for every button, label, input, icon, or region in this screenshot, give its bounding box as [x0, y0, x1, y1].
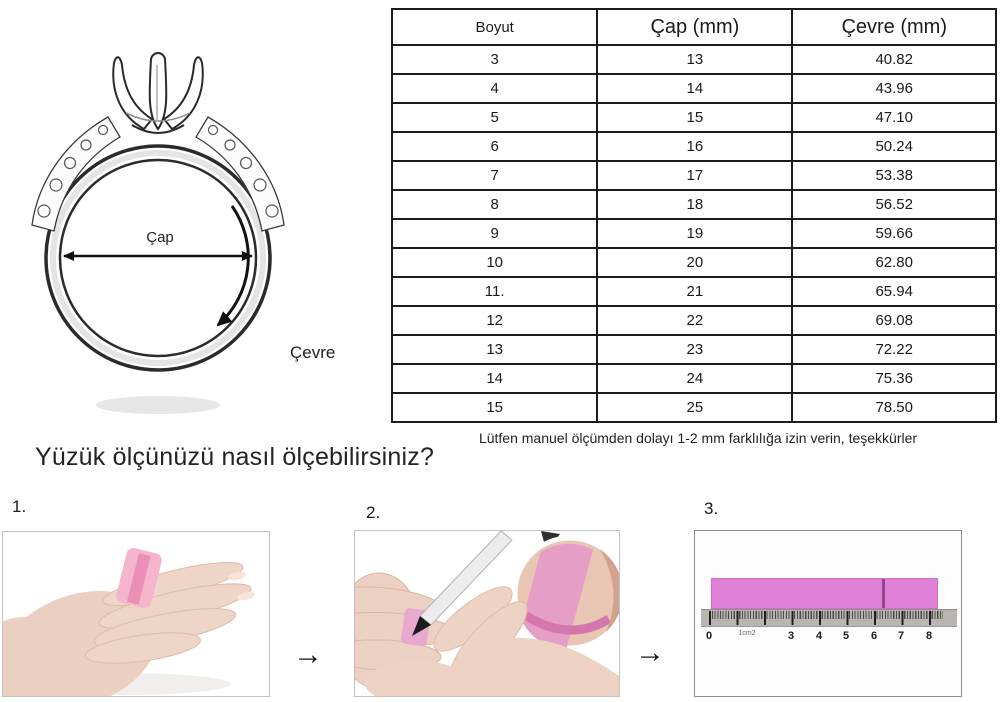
size-table-cell: 14 — [392, 364, 597, 393]
diameter-label: Çap — [146, 229, 174, 246]
size-table-cell: 22 — [597, 306, 792, 335]
size-table-cell: 10 — [392, 248, 597, 277]
size-table-cell: 11. — [392, 277, 597, 306]
size-table-cell: 69.08 — [792, 306, 996, 335]
ruler-label: 0 — [705, 630, 713, 642]
size-table-cell: 24 — [597, 364, 792, 393]
size-table-cell: 43.96 — [792, 74, 996, 103]
size-table-cell: 7 — [392, 161, 597, 190]
size-table-cell: 20 — [597, 248, 792, 277]
size-table-cell: 15 — [597, 103, 792, 132]
size-table-cell: 15 — [392, 393, 597, 422]
ring-reflection — [96, 396, 220, 414]
ruler-label: 5 — [842, 630, 850, 642]
ruler-label: 4 — [815, 630, 823, 642]
step-1-number: 1. — [12, 497, 27, 516]
size-table-body — [392, 45, 996, 422]
size-table-cell: 50.24 — [792, 132, 996, 161]
size-table-cell: 13 — [392, 335, 597, 364]
size-table-cell: 59.66 — [792, 219, 996, 248]
step-arrow-icon: → — [293, 638, 323, 671]
size-table-header-row — [392, 9, 996, 45]
size-table-row — [392, 306, 996, 335]
pink-measure-strip — [711, 578, 938, 609]
size-table-row — [392, 190, 996, 219]
step-1-photo-hand-with-tape — [2, 531, 270, 697]
size-table-cell: 3 — [392, 45, 597, 74]
size-table-cell: 12 — [392, 306, 597, 335]
size-table-cell: 23 — [597, 335, 792, 364]
size-table-column-header: Boyut — [392, 9, 597, 45]
size-table-cell: 72.22 — [792, 335, 996, 364]
step-3-number: 3. — [704, 499, 719, 518]
size-table-cell: 40.82 — [792, 45, 996, 74]
marking-tape-illustration — [355, 531, 620, 697]
size-table-cell: 21 — [597, 277, 792, 306]
step-2-number: 2. — [366, 503, 381, 522]
size-table-cell: 4 — [392, 74, 597, 103]
size-table-row — [392, 132, 996, 161]
step-arrow-icon: → — [635, 636, 665, 669]
size-table-row — [392, 74, 996, 103]
size-table-row — [392, 161, 996, 190]
size-table-cell: 9 — [392, 219, 597, 248]
size-table-row — [392, 103, 996, 132]
size-table-row — [392, 364, 996, 393]
size-table-cell: 25 — [597, 393, 792, 422]
ruler-label: 1cm2 — [738, 630, 756, 637]
hand-with-tape-illustration — [3, 532, 270, 697]
size-table-cell: 8 — [392, 190, 597, 219]
ring-illustration — [10, 25, 360, 423]
size-table-row — [392, 219, 996, 248]
size-table-cell: 16 — [597, 132, 792, 161]
step-2-photo-marking-tape — [354, 530, 620, 697]
size-table-row — [392, 393, 996, 422]
size-table-cell: 65.94 — [792, 277, 996, 306]
size-table-cell: 18 — [597, 190, 792, 219]
size-table-cell: 6 — [392, 132, 597, 161]
ring-prong-head — [113, 53, 203, 133]
size-table-cell: 56.52 — [792, 190, 996, 219]
size-table-row — [392, 277, 996, 306]
step-3-photo-ruler — [694, 530, 962, 697]
size-table-column-header: Çap (mm) — [597, 9, 792, 45]
closeup-inset — [515, 531, 620, 656]
size-table-cell: 75.36 — [792, 364, 996, 393]
size-table-row — [392, 248, 996, 277]
size-table-cell: 5 — [392, 103, 597, 132]
ruler-label: 3 — [787, 630, 795, 642]
ruler — [701, 609, 957, 627]
size-table-cell: 14 — [597, 74, 792, 103]
circumference-label: Çevre — [290, 343, 336, 362]
pen-mark-on-strip — [882, 579, 885, 608]
ruler-label: 8 — [925, 630, 933, 642]
size-table-cell: 78.50 — [792, 393, 996, 422]
size-table-head — [392, 9, 996, 45]
size-table-cell: 62.80 — [792, 248, 996, 277]
size-table-cell: 47.10 — [792, 103, 996, 132]
how-to-heading: Yüzük ölçünüzü nasıl ölçebilirsiniz? — [35, 443, 435, 471]
ruler-major-ticks — [709, 611, 945, 625]
measurement-tolerance-note: Lütfen manuel ölçümden dolayı 1-2 mm farklılığa izin verin, teşekkürler — [478, 430, 918, 446]
ruler-label: 7 — [897, 630, 905, 642]
size-table-cell: 13 — [597, 45, 792, 74]
size-table-row — [392, 45, 996, 74]
size-table-cell: 53.38 — [792, 161, 996, 190]
size-table — [391, 8, 997, 423]
size-table-cell: 19 — [597, 219, 792, 248]
ruler-label: 6 — [870, 630, 878, 642]
size-table-cell: 17 — [597, 161, 792, 190]
size-table-column-header: Çevre (mm) — [792, 9, 996, 45]
size-table-row — [392, 335, 996, 364]
ring-band — [46, 146, 270, 370]
